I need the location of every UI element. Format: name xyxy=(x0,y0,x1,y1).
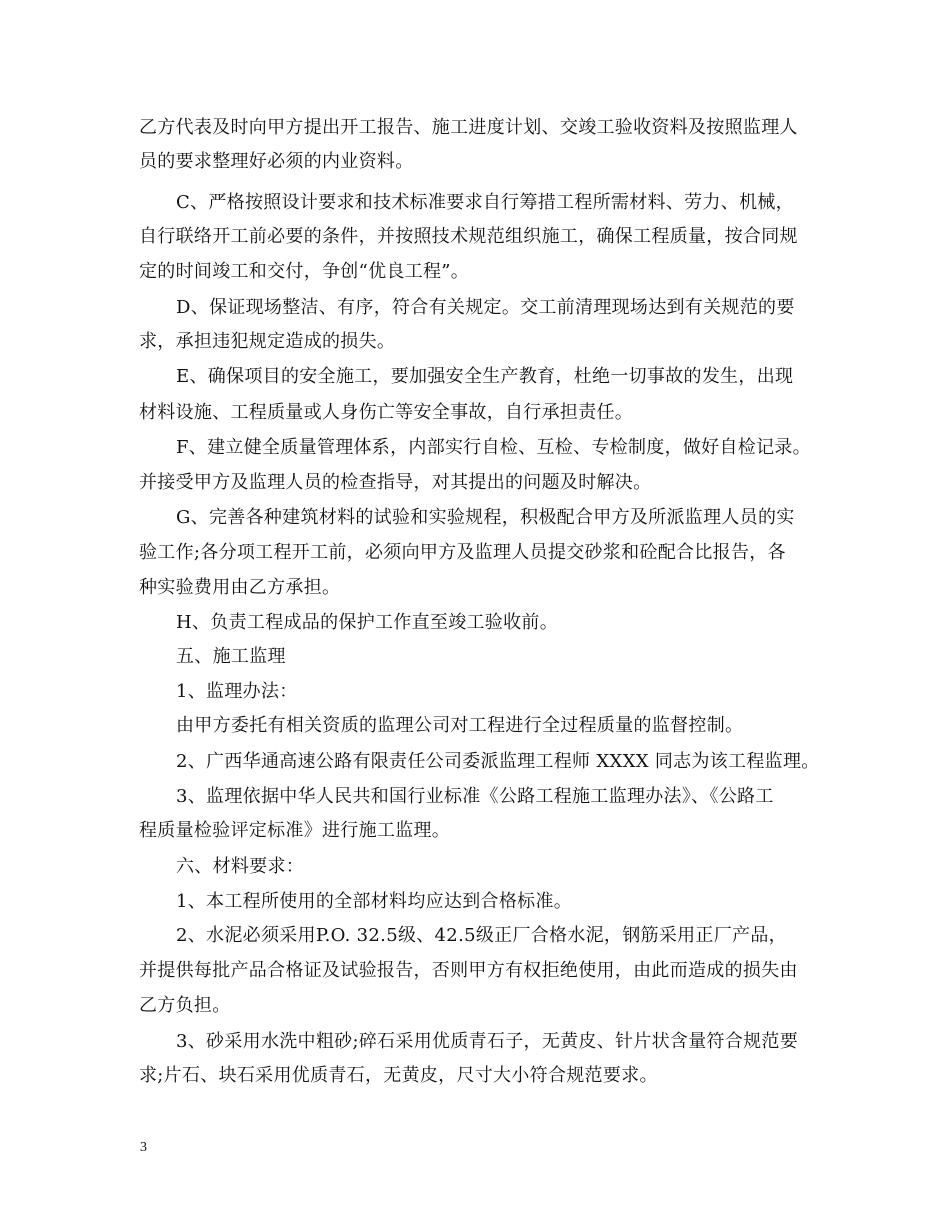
text-line: D、保证现场整洁、有序，符合有关规定。交工前清理现场达到有关规范的要 xyxy=(176,297,795,318)
text-line: 定的时间竣工和交付，争创“优良工程”。 xyxy=(139,261,470,282)
text-line: 1、监理办法： xyxy=(176,681,298,702)
text-line: C、严格按照设计要求和技术标准要求自行筹措工程所需材料、劳力、机械， xyxy=(176,192,794,213)
text-line: F、建立健全质量管理体系，内部实行自检、互检、专检制度，做好自检记录。 xyxy=(176,437,811,458)
text-line: 乙方负担。 xyxy=(139,995,231,1016)
text-line: 自行联络开工前必要的条件，并按照技术规范组织施工，确保工程质量，按合同规 xyxy=(139,226,798,247)
text-line: H、负责工程成品的保护工作直至竣工验收前。 xyxy=(176,612,558,633)
text-line: 验工作;各分项工程开工前，必须向甲方及监理人员提交砂浆和砼配合比报告，各 xyxy=(139,542,786,563)
text-line: 由甲方委托有相关资质的监理公司对工程进行全过程质量的监督控制。 xyxy=(176,715,744,736)
text-line: 2、广西华通高速公路有限责任公司委派监理工程师 XXXX 同志为该工程监理。 xyxy=(176,751,820,772)
text-line: 种实验费用由乙方承担。 xyxy=(139,577,341,598)
text-line: 2、水泥必须采用P.O. 32.5级、42.5级正厂合格水泥，钢筋采用正厂产品， xyxy=(176,925,787,946)
text-line: 3、监理依据中华人民共和国行业标准《公路工程施工监理办法》、《公路工 xyxy=(176,786,774,807)
text-line: 求，承担违犯规定造成的损失。 xyxy=(139,331,396,352)
page-number: 3 xyxy=(140,1140,147,1155)
text-line: G、完善各种建筑材料的试验和实验规程，积极配合甲方及所派监理人员的实 xyxy=(176,507,795,528)
text-line: 材料设施、工程质量或人身伤亡等安全事故，自行承担责任。 xyxy=(139,402,634,423)
text-line: 程质量检验评定标准》进行施工监理。 xyxy=(139,820,451,841)
text-line: 求;片石、块石采用优质青石，无黄皮，尺寸大小符合规范要求。 xyxy=(139,1065,658,1086)
text-line: 员的要求整理好必须的内业资料。 xyxy=(139,151,414,172)
section-heading: 五、施工监理 xyxy=(176,646,286,667)
text-line: E、确保项目的安全施工，要加强安全生产教育，杜绝一切事故的发生，出现 xyxy=(176,366,794,387)
text-line: 1、本工程所使用的全部材料均应达到合格标准。 xyxy=(176,891,573,912)
section-heading: 六、材料要求： xyxy=(176,856,305,877)
text-line: 并提供每批产品合格证及试验报告，否则甲方有权拒绝使用，由此而造成的损失由 xyxy=(139,960,798,981)
text-line: 乙方代表及时向甲方提出开工报告、施工进度计划、交竣工验收资料及按照监理人 xyxy=(139,117,798,138)
text-line: 并接受甲方及监理人员的检查指导，对其提出的问题及时解决。 xyxy=(139,472,652,493)
text-line: 3、砂采用水洗中粗砂;碎石采用优质青石子，无黄皮、针片状含量符合规范要 xyxy=(176,1031,799,1052)
